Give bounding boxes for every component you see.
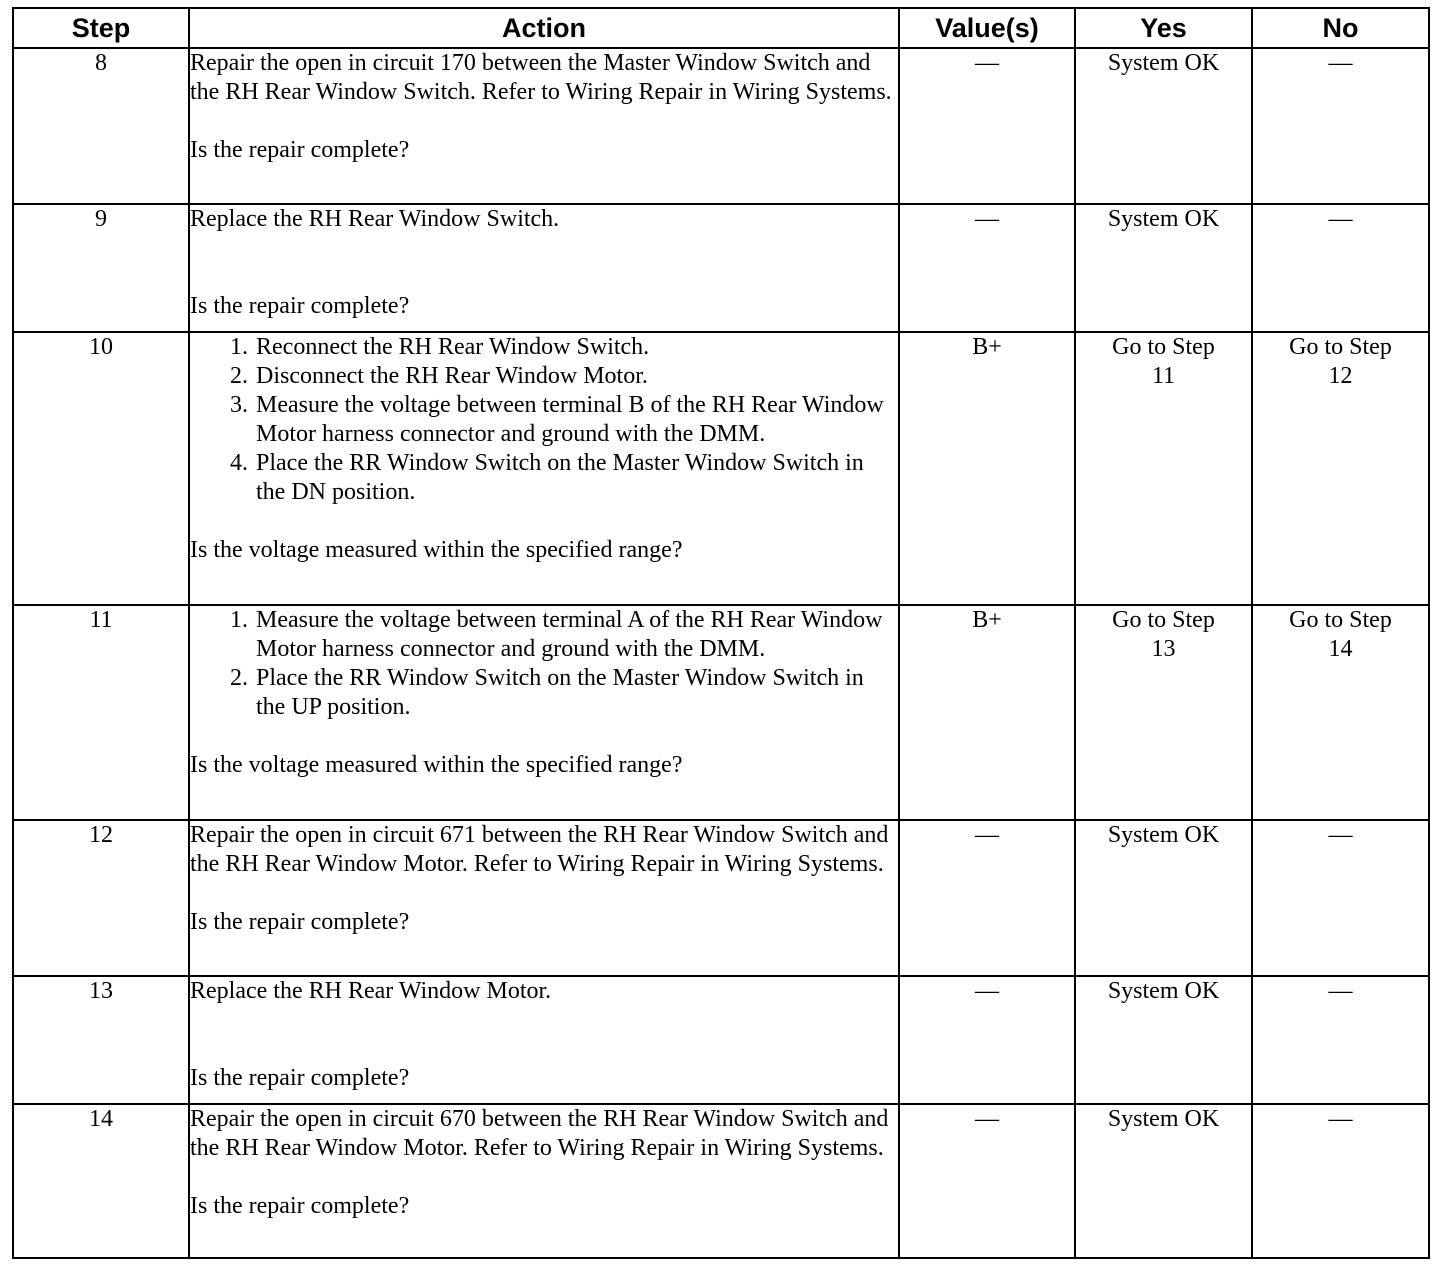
list-item: 1. Measure the voltage between terminal A of the RH Rear Window Motor harness connector and ground with the DMM.	[254, 606, 898, 664]
question-text: Is the repair complete?	[190, 137, 410, 163]
header-step: Step	[13, 8, 189, 48]
step-number: 14	[13, 1104, 189, 1258]
no-cell: —	[1252, 48, 1429, 204]
action-cell	[189, 48, 899, 204]
action-cell	[189, 1104, 899, 1258]
yes-action-line: Go to Step	[1112, 607, 1215, 633]
procedure-list	[218, 333, 898, 507]
step-number: 11	[13, 605, 189, 820]
no-step-number: 12	[1328, 363, 1353, 389]
list-item: 2. Place the RR Window Switch on the Master Window Switch in the UP position.	[254, 664, 898, 722]
table-row	[13, 48, 1429, 204]
yes-step-number: 11	[1151, 363, 1176, 389]
header-values: Value(s)	[899, 8, 1075, 48]
header-no: No	[1252, 8, 1429, 48]
no-cell: —	[1252, 820, 1429, 976]
no-cell	[1252, 332, 1429, 605]
no-action-line: Go to Step	[1289, 607, 1392, 633]
list-item: 4. Place the RR Window Switch on the Master Window Switch in the DN position.	[254, 449, 898, 507]
action-cell	[189, 204, 899, 332]
no-cell: —	[1252, 976, 1429, 1104]
action-cell	[189, 605, 899, 820]
list-item: 2. Disconnect the RH Rear Window Motor.	[254, 362, 898, 391]
table-row	[13, 1104, 1429, 1258]
action-text: Replace the RH Rear Window Switch.	[190, 206, 560, 232]
no-step-number: 14	[1328, 636, 1353, 662]
yes-cell: System OK	[1075, 820, 1252, 976]
action-text: Repair the open in circuit 671 between the RH Rear Window Switch and the RH Rear Window Motor. Refer to Wiring Repair in Wiring Systems.	[190, 822, 889, 877]
step-number: 13	[13, 976, 189, 1104]
yes-action-line: Go to Step	[1112, 334, 1215, 360]
value-cell: —	[899, 976, 1075, 1104]
question-text: Is the repair complete?	[190, 909, 410, 935]
header-row	[13, 8, 1429, 48]
table-row	[13, 820, 1429, 976]
action-cell	[189, 976, 899, 1104]
yes-cell: System OK	[1075, 976, 1252, 1104]
question-text: Is the repair complete?	[190, 1193, 410, 1219]
question-text: Is the voltage measured within the specified range?	[190, 752, 683, 778]
no-cell: —	[1252, 1104, 1429, 1258]
action-cell	[189, 332, 899, 605]
value-cell: —	[899, 48, 1075, 204]
action-text: Repair the open in circuit 170 between the Master Window Switch and the RH Rear Window Switch. Refer to Wiring Repair in Wiring Systems.	[190, 50, 892, 105]
yes-step-number: 13	[1151, 636, 1176, 662]
header-action: Action	[189, 8, 899, 48]
list-item: 3. Measure the voltage between terminal B of the RH Rear Window Motor harness connector and ground with the DMM.	[254, 391, 898, 449]
value-cell: —	[899, 820, 1075, 976]
yes-cell: System OK	[1075, 48, 1252, 204]
value-cell: B+	[899, 332, 1075, 605]
no-cell	[1252, 605, 1429, 820]
value-cell: B+	[899, 605, 1075, 820]
table-row	[13, 332, 1429, 605]
yes-cell: System OK	[1075, 204, 1252, 332]
question-text: Is the repair complete?	[190, 1065, 410, 1091]
no-action-line: Go to Step	[1289, 334, 1392, 360]
header-yes: Yes	[1075, 8, 1252, 48]
question-text: Is the voltage measured within the specified range?	[190, 537, 683, 563]
table-row	[13, 204, 1429, 332]
yes-cell: System OK	[1075, 1104, 1252, 1258]
yes-cell	[1075, 332, 1252, 605]
action-text: Replace the RH Rear Window Motor.	[190, 978, 552, 1004]
question-text: Is the repair complete?	[190, 293, 410, 319]
diagnostic-table	[12, 7, 1430, 1259]
no-cell: —	[1252, 204, 1429, 332]
table-row	[13, 976, 1429, 1104]
list-item: 1. Reconnect the RH Rear Window Switch.	[254, 333, 898, 362]
yes-cell	[1075, 605, 1252, 820]
value-cell: —	[899, 1104, 1075, 1258]
action-cell	[189, 820, 899, 976]
step-number: 10	[13, 332, 189, 605]
step-number: 12	[13, 820, 189, 976]
value-cell: —	[899, 204, 1075, 332]
action-text: Repair the open in circuit 670 between the RH Rear Window Switch and the RH Rear Window Motor. Refer to Wiring Repair in Wiring Systems.	[190, 1106, 889, 1161]
procedure-list	[218, 606, 898, 722]
step-number: 8	[13, 48, 189, 204]
table-row	[13, 605, 1429, 820]
step-number: 9	[13, 204, 189, 332]
